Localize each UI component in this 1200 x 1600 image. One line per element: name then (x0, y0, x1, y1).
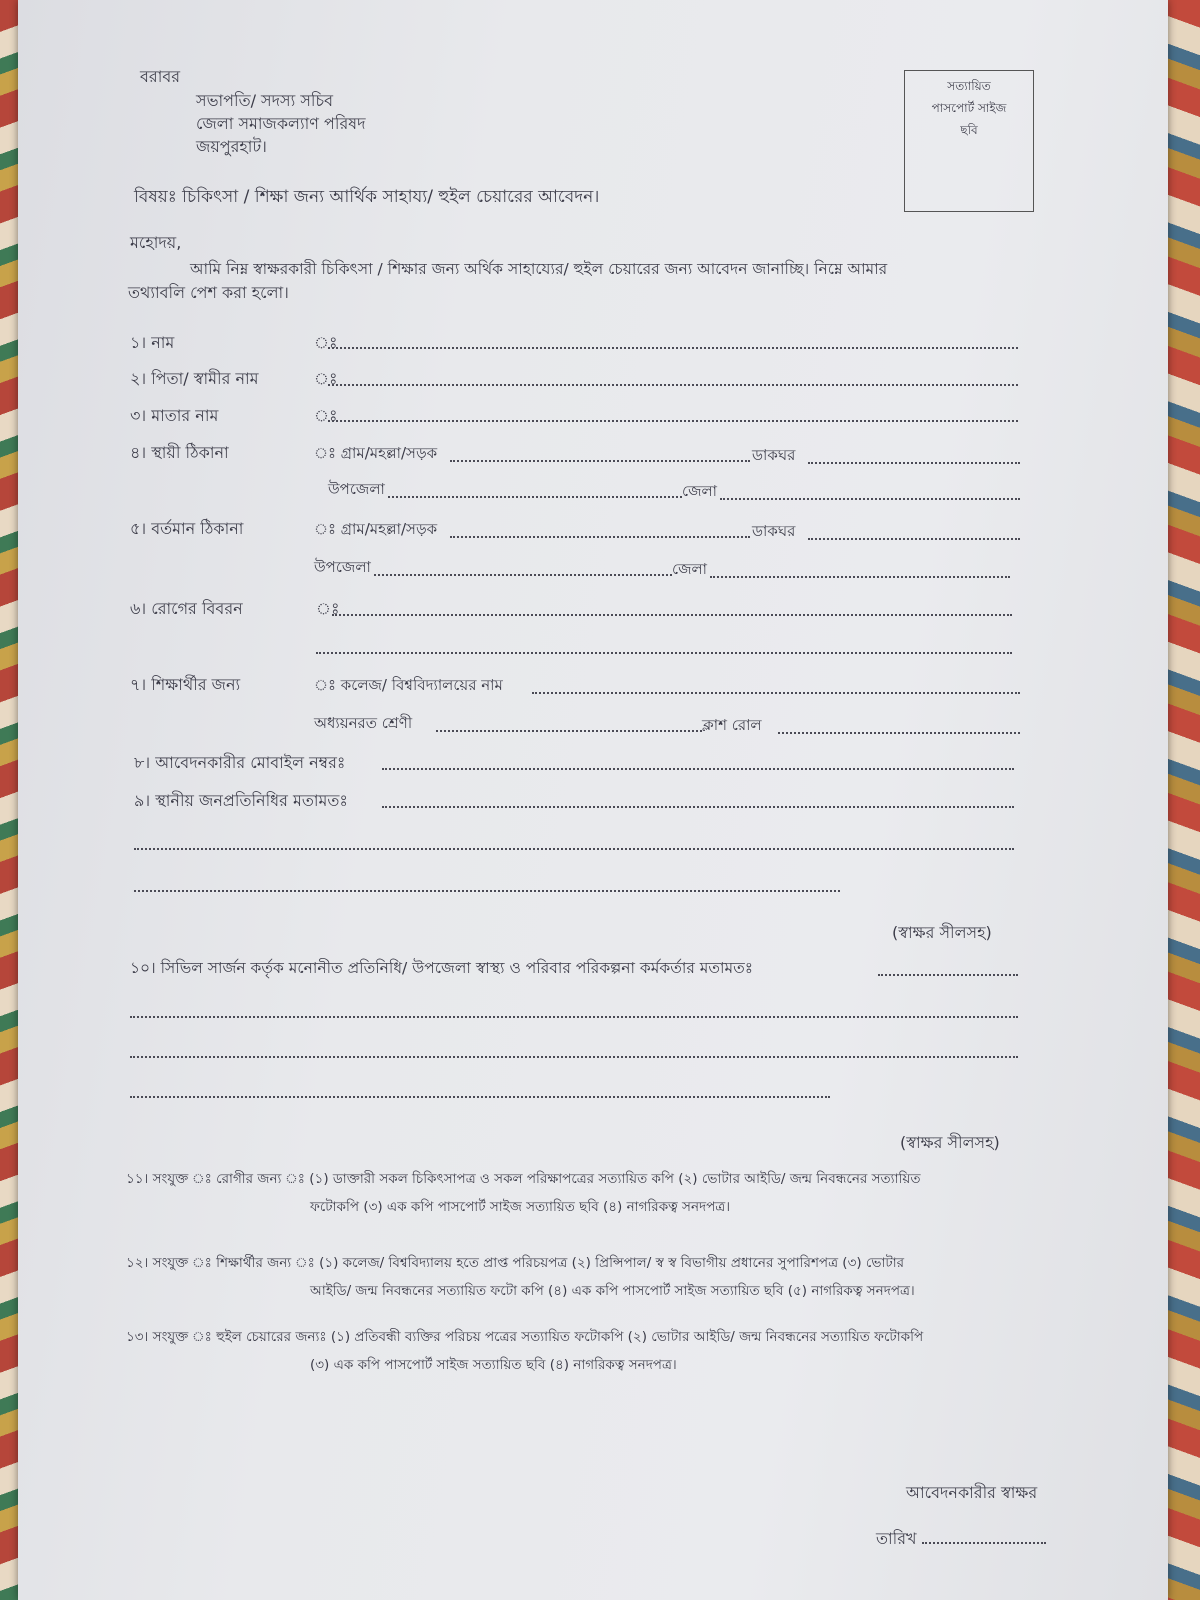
photo-box-line1: সত্যায়িত (947, 79, 991, 93)
recipient-line2: জেলা সমাজকল্যাণ পরিষদ (196, 114, 366, 133)
student-college-label: ঃ কলেজ/ বিশ্ববিদ্যালয়ের নাম (314, 676, 503, 694)
student-class-line[interactable] (436, 730, 702, 732)
field-civil-surgeon-line3[interactable] (130, 1096, 830, 1098)
photo-box-line3: ছবি (960, 123, 978, 137)
sign-seal-note-1: (স্বাক্ষর সীলসহ) (892, 923, 992, 942)
date-line[interactable] (922, 1542, 1046, 1544)
permanent-district-line[interactable] (720, 498, 1020, 500)
permanent-village-line[interactable] (450, 460, 750, 462)
present-village-label: ঃ গ্রাম/মহল্লা/সড়ক (314, 520, 438, 538)
field-mother-colon: ঃ (314, 406, 338, 425)
recipient-line3: জয়পুরহাট। (196, 137, 267, 156)
field-civil-surgeon-line2[interactable] (130, 1056, 1018, 1058)
attachment-patient-line1: ১১। সংযুক্ত ঃ রোগীর জন্য ঃ (১) ডাক্তারী সকল চিকিৎসাপত্র ও সকল পরিক্ষাপত্রের সত্যায়িত কপি (২) ভোটার আইডি/ জন্ম নিবন্ধনের সত্যায়িত (126, 1171, 921, 1187)
field-mobile-label: ৮। আবেদনকারীর মোবাইল নম্বরঃ (134, 753, 346, 772)
field-student-label: ৭। শিক্ষার্থীর জন্য (130, 675, 241, 694)
attachment-patient-line2: ফটোকপি (৩) এক কপি পাসপোর্ট সাইজ সত্যায়িত ছবি (৪) নাগরিকত্ব সনদপত্র। (310, 1199, 731, 1215)
field-local-opinion-line3[interactable] (134, 890, 840, 892)
photo-box-line2: পাসপোর্ট সাইজ (931, 101, 1007, 115)
permanent-district-label: জেলা (682, 482, 718, 500)
field-local-opinion-label: ৯। স্থানীয় জনপ্রতিনিধির মতামতঃ (134, 791, 348, 810)
field-name-label: ১। নাম (130, 333, 175, 352)
present-upazila-label: উপজেলা (314, 558, 371, 576)
sign-seal-note-2: (স্বাক্ষর সীলসহ) (900, 1133, 1000, 1152)
present-upazila-line[interactable] (374, 574, 672, 576)
field-father-colon: ঃ (314, 369, 338, 388)
subject: বিষয়ঃ চিকিৎসা / শিক্ষা জন্য আর্থিক সাহায্য/ হুইল চেয়ারের আবেদন। (134, 187, 600, 207)
field-name-colon: ঃ (314, 333, 338, 352)
present-post-label: ডাকঘর (752, 522, 796, 540)
salutation: মহোদয়, (130, 233, 182, 252)
application-form-sheet (18, 0, 1168, 1600)
intro-line2: তথ্যাবলি পেশ করা হলো। (128, 283, 289, 302)
present-district-line[interactable] (710, 576, 1010, 578)
permanent-upazila-label: উপজেলা (328, 480, 385, 498)
attachment-wheelchair-line1: ১৩। সংযুক্ত ঃ হুইল চেয়ারের জন্যঃ (১) প্রতিবন্ধী ব্যক্তির পরিচয় পত্রের সত্যায়িত ফটোকপি (২) ভোটার আইডি/ জন্ম নিবন্ধনের সত্যায়িত ফটোকপি (126, 1329, 924, 1345)
field-mother-label: ৩। মাতার নাম (130, 406, 219, 425)
intro-line1: আমি নিম্ন স্বাক্ষরকারী চিকিৎসা / শিক্ষার জন্য অর্থিক সাহায্যের/ হুইল চেয়ারের জন্য আবেদন জানাচ্ছি। নিম্নে আমার (190, 260, 888, 278)
field-local-opinion-line2[interactable] (134, 848, 1014, 850)
field-disease-line2[interactable] (316, 652, 1012, 654)
field-civil-surgeon-line0[interactable] (878, 974, 1018, 976)
field-local-opinion-line1[interactable] (382, 806, 1014, 808)
date-label: তারিখ (876, 1529, 917, 1548)
field-mother-line[interactable] (328, 420, 1018, 422)
field-permanent-address-label: ৪। স্থায়ী ঠিকানা (130, 443, 229, 462)
present-village-line[interactable] (450, 536, 750, 538)
field-disease-line1[interactable] (332, 614, 1012, 616)
field-disease-colon: ঃ (316, 599, 340, 618)
field-disease-label: ৬। রোগের বিবরন (130, 599, 243, 618)
student-roll-label: ক্লাশ রোল (702, 716, 762, 734)
field-mobile-line[interactable] (382, 768, 1014, 770)
present-post-line[interactable] (808, 538, 1020, 540)
permanent-upazila-line[interactable] (388, 496, 682, 498)
permanent-post-label: ডাকঘর (752, 446, 796, 464)
attachment-student-line1: ১২। সংযুক্ত ঃ শিক্ষার্থীর জন্য ঃ (১) কলেজ/ বিশ্ববিদ্যালয় হতে প্রাপ্ত পরিচয়পত্র (২) প্রিন্সিপাল/ স্ব স্ব বিভাগীয় প্রধানের সুপারিশপত্র (৩) ভোটার (126, 1255, 905, 1271)
recipient-to: বরাবর (140, 67, 181, 86)
applicant-signature-label: আবেদনকারীর স্বাক্ষর (906, 1483, 1038, 1502)
field-present-address-label: ৫। বর্তমান ঠিকানা (130, 519, 244, 538)
student-roll-line[interactable] (778, 732, 1020, 734)
field-father-label: ২। পিতা/ স্বামীর নাম (130, 369, 259, 388)
field-civil-surgeon-opinion-label: ১০। সিভিল সার্জন কর্তৃক মনোনীত প্রতিনিধি/ উপজেলা স্বাস্থ্য ও পরিবার পরিকল্পনা কর্মকর্তার মতামতঃ (130, 959, 754, 977)
attachment-wheelchair-line2: (৩) এক কপি পাসপোর্ট সাইজ সত্যায়িত ছবি (৪) নাগরিকত্ব সনদপত্র। (310, 1357, 677, 1373)
permanent-village-label: ঃ গ্রাম/মহল্লা/সড়ক (314, 444, 438, 462)
attachment-student-line2: আইডি/ জন্ম নিবন্ধনের সত্যায়িত ফটো কপি (৪) এক কপি পাসপোর্ট সাইজ সত্যায়িত ছবি (৫) নাগরিকত্ব সনদপত্র। (310, 1283, 915, 1299)
permanent-post-line[interactable] (808, 462, 1020, 464)
field-father-line[interactable] (328, 384, 1018, 386)
field-civil-surgeon-line1[interactable] (130, 1016, 1018, 1018)
photo-box (904, 70, 1034, 212)
student-college-line[interactable] (532, 692, 1020, 694)
student-class-label: অধ্যয়নরত শ্রেণী (314, 714, 413, 732)
recipient-line1: সভাপতি/ সদস্য সচিব (196, 91, 334, 110)
field-name-line[interactable] (328, 347, 1018, 349)
present-district-label: জেলা (672, 560, 708, 578)
